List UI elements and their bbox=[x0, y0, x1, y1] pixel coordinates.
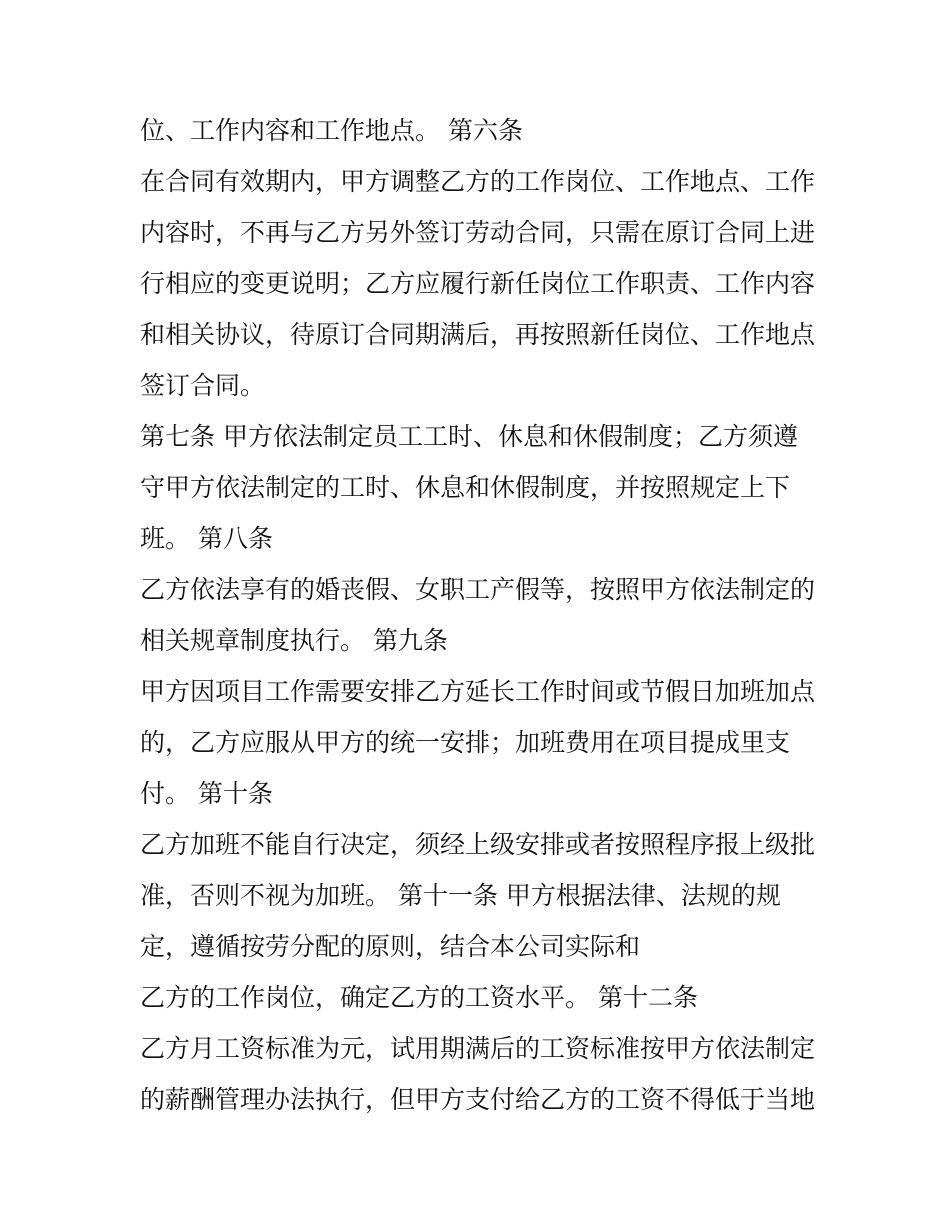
text-line: 内容时，不再与乙方另外签订劳动合同，只需在原订合同上进 bbox=[140, 218, 816, 247]
text-line: 准，否则不视为加班。 第十一条 甲方根据法律、法规的规 bbox=[140, 881, 781, 910]
text-line: 付。 第十条 bbox=[140, 779, 273, 808]
text-line: 定，遵循按劳分配的原则，结合本公司实际和 bbox=[140, 932, 641, 961]
text-line: 的，乙方应服从甲方的统一安排；加班费用在项目提成里支 bbox=[140, 728, 791, 757]
text-line: 第七条 甲方依法制定员工工时、休息和休假制度；乙方须遵 bbox=[140, 422, 798, 451]
text-line: 行相应的变更说明；乙方应履行新任岗位工作职责、工作内容 bbox=[140, 269, 816, 298]
text-line: 相关规章制度执行。 第九条 bbox=[140, 626, 448, 655]
contract-text bbox=[140, 105, 830, 1125]
text-line: 甲方因项目工作需要安排乙方延长工作时间或节假日加班加点 bbox=[140, 677, 816, 706]
text-line: 签订合同。 bbox=[140, 371, 266, 400]
text-line: 乙方加班不能自行决定，须经上级安排或者按照程序报上级批 bbox=[140, 830, 816, 859]
text-line: 守甲方依法制定的工时、休息和休假制度，并按照规定上下 bbox=[140, 473, 791, 502]
text-line: 的薪酬管理办法执行，但甲方支付给乙方的工资不得低于当地 bbox=[140, 1085, 816, 1114]
text-line: 和相关协议，待原订合同期满后，再按照新任岗位、工作地点 bbox=[140, 320, 816, 349]
text-line: 乙方依法享有的婚丧假、女职工产假等，按照甲方依法制定的 bbox=[140, 575, 816, 604]
text-line: 乙方的工作岗位，确定乙方的工资水平。 第十二条 bbox=[140, 983, 698, 1012]
text-line: 位、工作内容和工作地点。 第六条 bbox=[140, 116, 523, 145]
text-line: 在合同有效期内，甲方调整乙方的工作岗位、工作地点、工作 bbox=[140, 167, 816, 196]
text-line: 班。 第八条 bbox=[140, 524, 273, 553]
text-line: 乙方月工资标准为元，试用期满后的工资标准按甲方依法制定 bbox=[140, 1034, 816, 1063]
